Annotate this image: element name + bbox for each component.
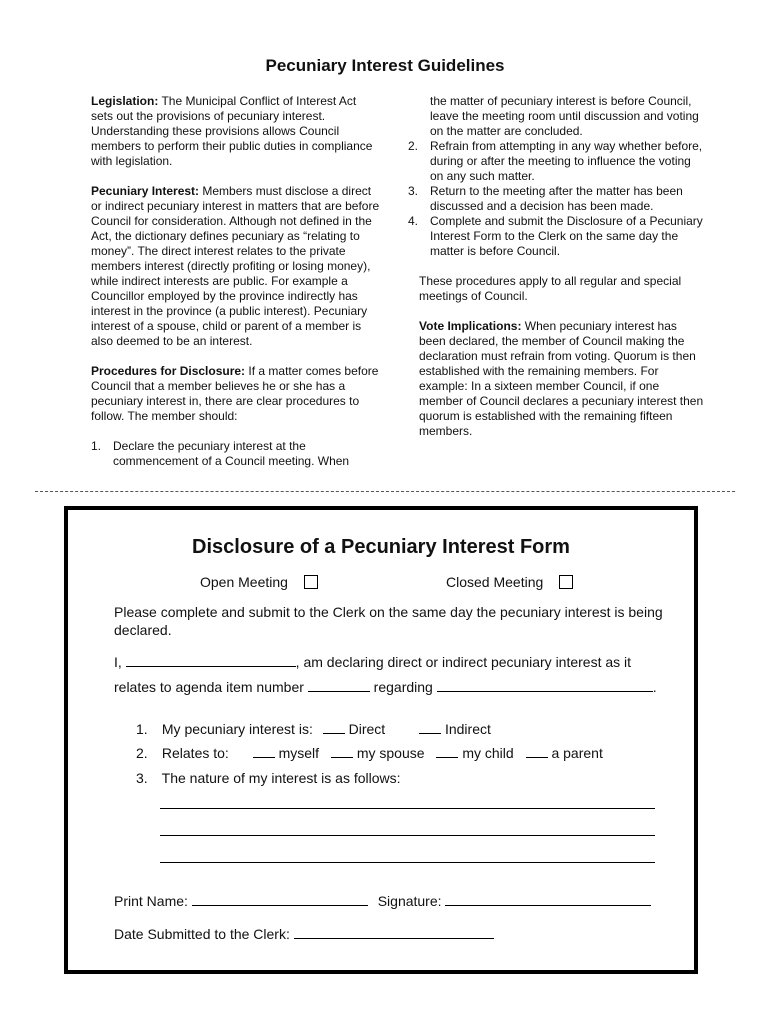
step-number: 1. (91, 439, 102, 453)
cut-line-divider (35, 491, 735, 492)
step-text: Refrain from attempting in any way whether before, during or after the meeting to influence the voting on any such matter. (430, 139, 703, 183)
step-text: Declare the pecuniary interest at the commencement of a Council meeting. When (113, 439, 350, 468)
open-meeting-option (200, 574, 318, 590)
myself-label: myself (278, 745, 320, 761)
parent-label: a parent (551, 745, 603, 761)
relates-middle: regarding (373, 679, 433, 695)
form-item-1 (136, 720, 499, 738)
regarding-field[interactable] (437, 678, 653, 692)
print-name-field[interactable] (192, 892, 368, 906)
legislation-text: The Municipal Conflict of Interest Act sets out the provisions of pecuniary interest. Understanding these provisions allows Council members to perform their public duties in compliance with legislation. (91, 94, 373, 168)
procedure-step-1-continued: the matter of pecuniary interest is before Council, leave the meeting room until discussion and voting on the matter are concluded. (430, 94, 699, 138)
pecuniary-paragraph (91, 184, 381, 349)
item2-label: Relates to: (161, 745, 229, 761)
print-name-label: Print Name: (114, 893, 188, 909)
date-submitted-label: Date Submitted to the Clerk: (114, 926, 290, 942)
closed-meeting-label: Closed Meeting (446, 574, 544, 590)
form-item-3 (136, 769, 401, 787)
direct-blank[interactable] (323, 720, 345, 734)
procedure-step-4 (408, 214, 704, 259)
procedures-text: If a matter comes before Council that a member believes he or she has a pecuniary interest in, there are clear procedures to follow. The member should: (91, 364, 379, 423)
parent-option (526, 744, 603, 762)
date-submitted-line (114, 925, 494, 943)
indirect-label: Indirect (444, 721, 491, 737)
declare-suffix: , am declaring direct or indirect pecuniary interest as it (295, 654, 632, 670)
agenda-item-number-field[interactable] (308, 678, 370, 692)
open-meeting-checkbox[interactable] (304, 575, 318, 589)
declare-prefix: I, (114, 654, 122, 670)
relates-line (114, 678, 657, 696)
interest-nature-line-3[interactable] (160, 862, 655, 863)
interest-nature-line-1[interactable] (160, 808, 655, 809)
guidelines-right-column (408, 94, 704, 454)
procedure-step-1 (91, 439, 381, 469)
item3-label: The nature of my interest is as follows: (161, 770, 401, 786)
procedure-step-3 (408, 184, 704, 214)
procedure-step-2 (408, 139, 704, 184)
indirect-blank[interactable] (419, 720, 441, 734)
spouse-label: my spouse (356, 745, 425, 761)
relates-prefix: relates to agenda item number (114, 679, 304, 695)
step-number: 2. (408, 139, 419, 153)
signature-field[interactable] (445, 892, 651, 906)
item1-label: My pecuniary interest is: (161, 721, 313, 737)
legislation-paragraph (91, 94, 381, 169)
disclosure-form (64, 506, 698, 974)
item-number: 3. (136, 770, 148, 786)
spouse-blank[interactable] (331, 744, 353, 758)
direct-option (323, 720, 385, 738)
name-signature-line (114, 892, 651, 910)
spouse-option (331, 744, 425, 762)
procedure-steps-list (91, 439, 381, 469)
child-blank[interactable] (436, 744, 458, 758)
step-number: 4. (408, 214, 419, 228)
item-number: 1. (136, 721, 148, 737)
myself-blank[interactable] (253, 744, 275, 758)
form-instructions: Please complete and submit to the Clerk on the same day the pecuniary interest is being declared. (114, 604, 663, 638)
pecuniary-label: Pecuniary Interest: (91, 184, 200, 198)
interest-nature-line-2[interactable] (160, 835, 655, 836)
vote-text: When pecuniary interest has been declared, the member of Council making the declaration must refrain from voting. Quorum is then established with the remaining members. For example: In a sixteen member Council, if one member of Council declares a pecuniary interest then quorum is established with the remaining fifteen members. (419, 319, 704, 438)
form-item-2 (136, 744, 611, 762)
child-option (436, 744, 513, 762)
vote-paragraph (419, 319, 704, 439)
item-number: 2. (136, 745, 148, 761)
legislation-label: Legislation: (91, 94, 159, 108)
open-meeting-label: Open Meeting (200, 574, 288, 590)
parent-blank[interactable] (526, 744, 548, 758)
step-text: Return to the meeting after the matter has been discussed and a decision has been made. (430, 184, 683, 213)
guidelines-left-column (91, 94, 381, 469)
procedures-label: Procedures for Disclosure: (91, 364, 246, 378)
declaration-line (114, 653, 631, 671)
declarant-name-field[interactable] (126, 653, 296, 667)
procedure-steps-list-continued (408, 139, 704, 259)
pecuniary-text: Members must disclose a direct or indirect pecuniary interest in matters that are before Council for consideration. Although not defined in the Act, the dictionary defines pecuniary as “relating to money”. The direct interest relates to the private members interest (directly profiting or losing money), while indirect interests are public. For example a Councillor employed by the province indirectly has interest in the province (a public interest). Pecuniary interest of a spouse, child or parent of a member is also deemed to be an interest. (91, 184, 380, 348)
signature-label: Signature: (377, 893, 442, 909)
procedures-paragraph (91, 364, 381, 424)
closed-meeting-option (446, 574, 573, 590)
form-title: Disclosure of a Pecuniary Interest Form (192, 536, 570, 558)
myself-option (253, 744, 319, 762)
step-text: Complete and submit the Disclosure of a Pecuniary Interest Form to the Clerk on the same day the matter is before Council. (430, 214, 703, 258)
step-number: 3. (408, 184, 419, 198)
child-label: my child (462, 745, 514, 761)
date-submitted-field[interactable] (294, 925, 494, 939)
applies-paragraph: These procedures apply to all regular and special meetings of Council. (419, 274, 682, 303)
relates-end: . (652, 679, 657, 695)
guidelines-title: Pecuniary Interest Guidelines (265, 56, 505, 75)
closed-meeting-checkbox[interactable] (559, 575, 573, 589)
indirect-option (419, 720, 491, 738)
vote-label: Vote Implications: (419, 319, 522, 333)
direct-label: Direct (348, 721, 386, 737)
